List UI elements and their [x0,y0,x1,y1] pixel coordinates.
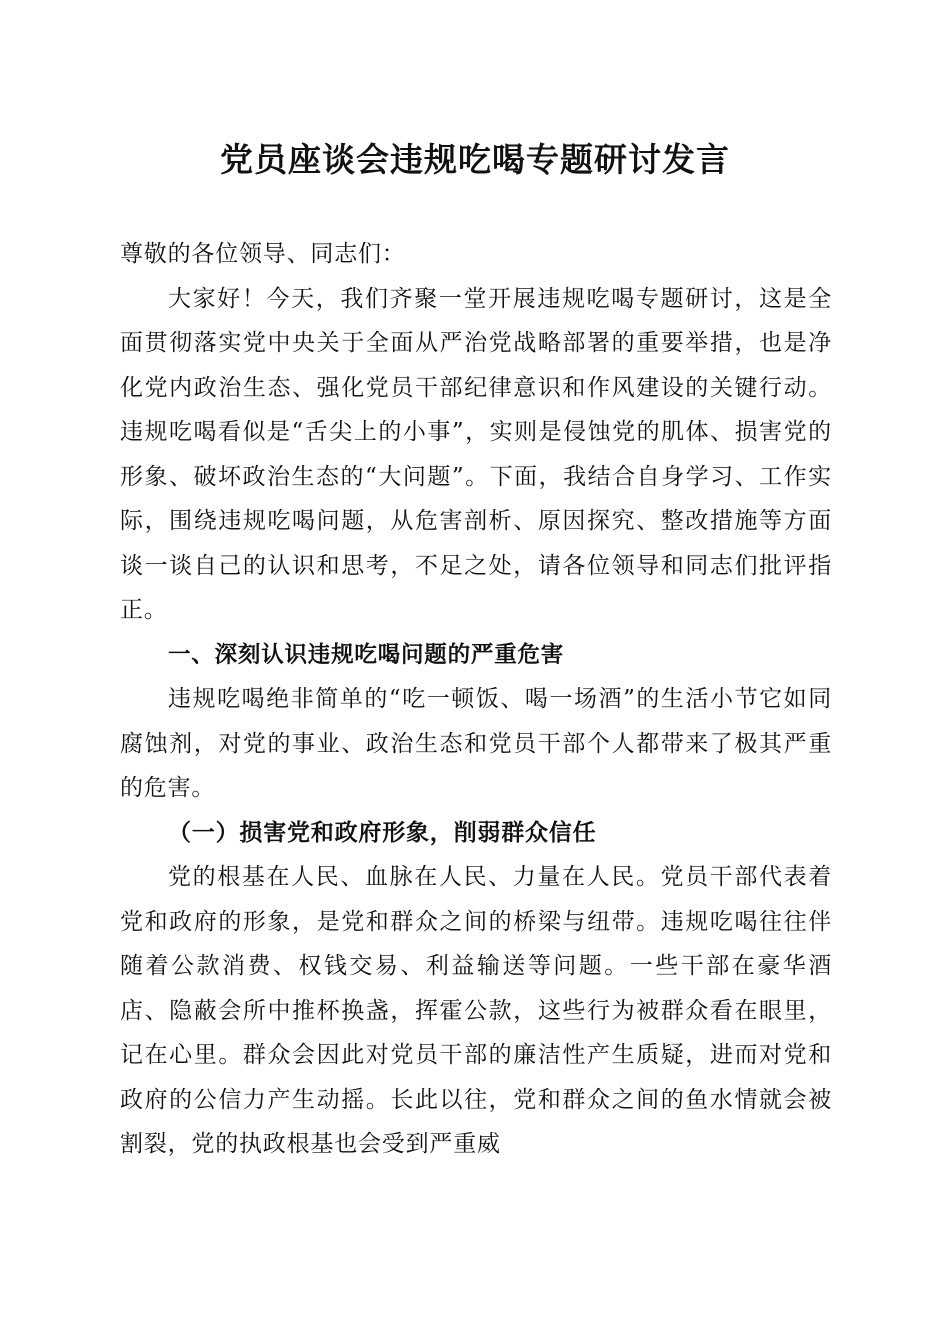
section-heading-1: 一、深刻认识违规吃喝问题的严重危害 [168,641,565,668]
section-1-paragraph: 违规吃喝绝非简单的“吃一顿饭、喝一场酒”的生活小节它如同腐蚀剂，对党的事业、政治生态和党员干部个人都带来了极其严重的危害。 [120,686,832,801]
intro-paragraph: 大家好！今天，我们齐聚一堂开展违规吃喝专题研讨，这是全面贯彻落实党中央关于全面从严治党战略部署的重要举措，也是净化党内政治生态、强化党员干部纪律意识和作风建设的关键行动。违规吃喝看似是“舌尖上的小事”，实则是侵蚀党的肌体、损害党的形象、破坏政治生态的“大问题”。下面，我结合自身学习、工作实际，围绕违规吃喝问题，从危害剖析、原因探究、整改措施等方面谈一谈自己的认识和思考，不足之处，请各位领导和同志们批评指正。 [120,285,832,623]
subsection-heading-1: （一）损害党和政府形象，削弱群众信任 [168,818,597,846]
document-body [120,232,832,1167]
salutation: 尊敬的各位领导、同志们： [120,241,406,267]
subsection-1-paragraph: 党的根基在人民、血脉在人民、力量在人民。党员干部代表着党和政府的形象，是党和群众之间的桥梁与纽带。违规吃喝往往伴随着公款消费、权钱交易、利益输送等问题。一些干部在豪华酒店、隐蔽会所中推杯换盏，挥霍公款，这些行为被群众看在眼里，记在心里。群众会因此对党员干部的廉洁性产生质疑，进而对党和政府的公信力产生动摇。长此以往，党和群众之间的鱼水情就会被割裂，党的执政根基也会受到严重威 [120,864,832,1157]
document-title: 党员座谈会违规吃喝专题研讨发言 [220,140,730,179]
